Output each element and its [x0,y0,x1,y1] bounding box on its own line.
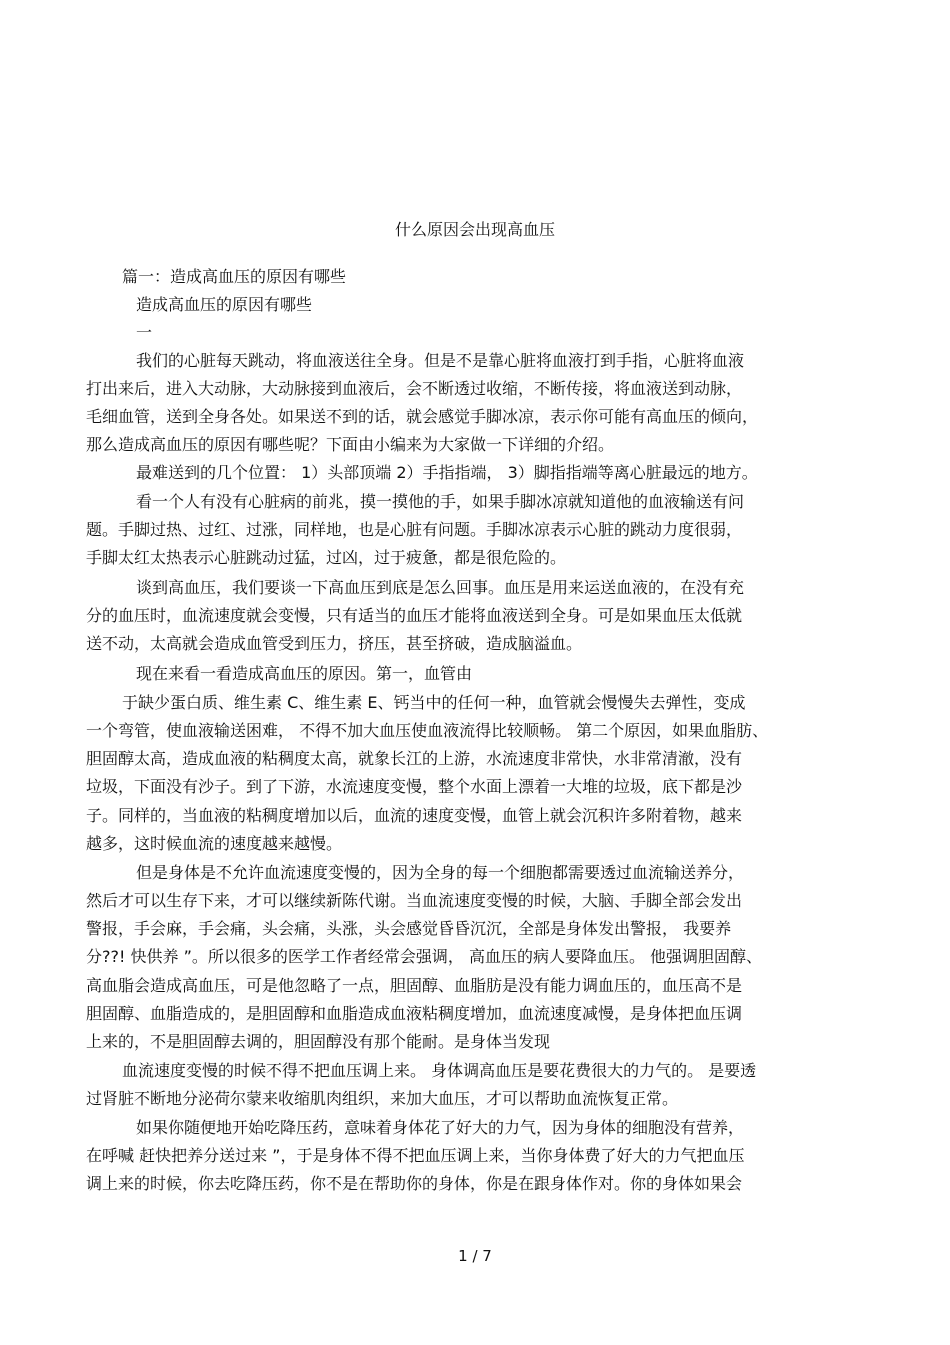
paragraph-line: 最难送到的几个位置： 1）头部顶端 2）手指指端， 3）脚指指端等离心脏最远的地方。 [136,463,758,482]
subheading: 造成高血压的原因有哪些 [136,295,313,314]
paragraph-line: 我们的心脏每天跳动，将血液送往全身。但是不是靠心脏将血液打到手指，心脏将血液 [136,351,745,370]
paragraph-line: 高血脂会造成高血压，可是他忽略了一点，胆固醇、血脂肪是没有能力调血压的，血压高不是 [86,976,743,995]
paragraph-line: 血流速度变慢的时候不得不把血压调上来。 身体调高血压是要花费很大的力气的。 是要透 [122,1061,757,1080]
paragraph-line: 毛细血管，送到全身各处。如果送不到的话，就会感觉手脚冰凉，表示你可能有高血压的倾向， [86,407,759,426]
paragraph-line: 胆固醇、血脂造成的，是胆固醇和血脂造成血液粘稠度增加，血流速度减慢，是身体把血压调 [86,1004,743,1023]
section-heading: 篇一：造成高血压的原因有哪些 [122,267,347,286]
paragraph-line: 上来的，不是胆固醇去调的，胆固醇没有那个能耐。是身体当发现 [86,1032,551,1051]
paragraph-line: 如果你随便地开始吃降压药，意味着身体花了好大的力气，因为身体的细胞没有营养， [136,1118,745,1137]
paragraph-line: 胆固醇太高，造成血液的粘稠度太高，就象长江的上游，水流速度非常快，水非常清澈，没有 [86,749,743,768]
paragraph-line: 分??! 快供养 ”。所以很多的医学工作者经常会强调， 高血压的病人要降血压。 他强调胆固醇、 [86,947,763,966]
paragraph-line: 一个弯管，使血液输送困难， 不得不加大血压使血液流得比较顺畅。 第二个原因，如果血脂肪、 [86,721,769,740]
paragraph-line: 看一个人有没有心脏病的前兆，摸一摸他的手，如果手脚冰凉就知道他的血液输送有问 [136,492,745,511]
paragraph-line: 题。手脚过热、过红、过涨，同样地，也是心脏有问题。手脚冰凉表示心脏的跳动力度很弱， [86,520,743,539]
paragraph-line: 然后才可以生存下来，才可以继续新陈代谢。当血流速度变慢的时候，大脑、手脚全部会发出 [86,891,743,910]
paragraph-line: 调上来的时候，你去吃降压药，你不是在帮助你的身体，你是在跟身体作对。你的身体如果会 [86,1174,743,1193]
paragraph-line: 垃圾，下面没有沙子。到了下游，水流速度变慢，整个水面上漂着一大堆的垃圾，底下都是沙 [86,777,743,796]
paragraph-line: 越多，这时候血流的速度越来越慢。 [86,834,343,853]
paragraph-line: 子。同样的，当血液的粘稠度增加以后，血流的速度变慢，血管上就会沉积许多附着物，越来 [86,806,743,825]
paragraph-line: 手脚太红太热表示心脏跳动过猛，过凶，过于疲惫，都是很危险的。 [86,548,567,567]
paragraph-line: 但是身体是不允许血流速度变慢的，因为全身的每一个细胞都需要透过血流输送养分， [136,863,745,882]
document-title: 什么原因会出现高血压 [394,220,555,239]
paragraph-line: 分的血压时，血流速度就会变慢，只有适当的血压才能将血液送到全身。可是如果血压太低就 [86,606,743,625]
paragraph-line: 过肾脏不断地分泌荷尔蒙来收缩肌肉组织，来加大血压，才可以帮助血流恢复正常。 [86,1089,679,1108]
page-number: 1 / 7 [458,1247,492,1265]
paragraph-line: 现在来看一看造成高血压的原因。第一，血管由 [136,664,473,683]
paragraph-line: 送不动，太高就会造成血管受到压力，挤压，甚至挤破，造成脑溢血。 [86,634,583,653]
paragraph-line: 打出来后，进入大动脉，大动脉接到血液后，会不断透过收缩，不断传接，将血液送到动脉， [86,379,743,398]
paragraph-line: 谈到高血压，我们要谈一下高血压到底是怎么回事。血压是用来运送血液的，在没有充 [136,578,745,597]
paragraph-line: 警报，手会麻，手会痛，头会痛，头涨，头会感觉昏昏沉沉，全部是身体发出警报， 我要养 [86,919,732,938]
paragraph-line: 于缺少蛋白质、维生素 C、维生素 E、钙当中的任何一种，血管就会慢慢失去弹性，变成 [122,693,746,712]
paragraph-line: 在呼喊 赶快把养分送过来 ”，于是身体不得不把血压调上来，当你身体费了好大的力气把血压 [86,1146,745,1165]
paragraph-line: 那么造成高血压的原因有哪些呢？下面由小编来为大家做一下详细的介绍。 [86,435,615,454]
section-numeral: 一 [136,323,153,342]
